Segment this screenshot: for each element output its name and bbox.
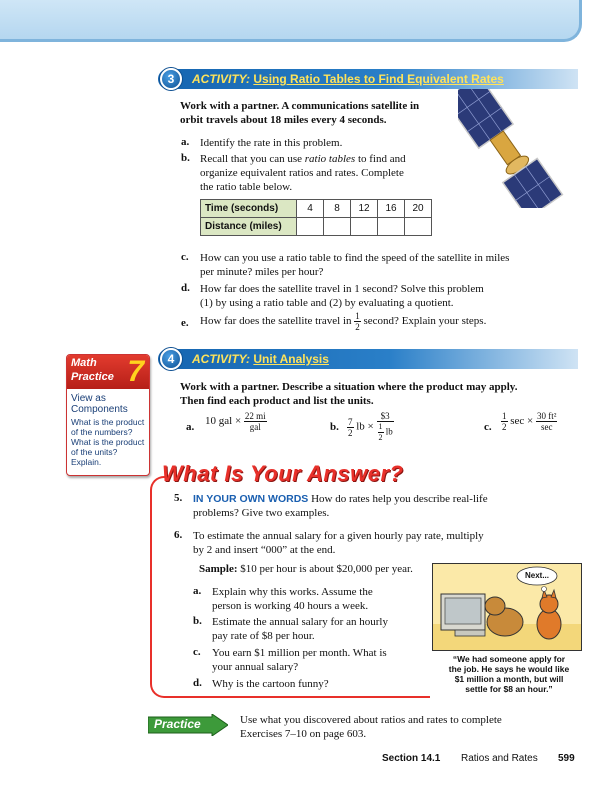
activity-4-intro: Work with a partner. Describe a situation where the product may apply. Then find each product and list the units.: [180, 381, 518, 407]
footer-section: Section 14.1: [382, 753, 441, 764]
wiya-bracket-bottom: [165, 696, 430, 698]
item-letter: d.: [193, 677, 202, 689]
table-header-distance: Distance (miles): [201, 218, 297, 236]
item-letter: b.: [193, 615, 202, 627]
activity-4-item-a: 10 gal × $\frac{22 mi}{\text{gal}}$: [205, 411, 266, 432]
item-letter: a.: [193, 585, 202, 597]
math-practice-heading: View as Components: [71, 393, 128, 415]
table-row: [201, 200, 432, 218]
activity-3-item-e: How far does the satellite travel in $\frac{1}{2}$ second? Explain your steps.: [200, 311, 487, 332]
cartoon-caption: “We had someone apply for the job. He says he would like $1 million a month, but will settle for $8 an hour.”: [448, 654, 570, 694]
item-letter: a.: [181, 136, 190, 148]
activity-3-title: ACTIVITY: Using Ratio Tables to Find Equivalent Rates: [192, 72, 504, 86]
practice-label: Practice: [154, 717, 201, 731]
table-header-time: Time (seconds): [201, 200, 297, 218]
question-5: IN YOUR OWN WORDS How do rates help you describe real-life problems? Give two examples.: [193, 493, 488, 519]
activity-3-item-c: How can you use a ratio table to find the speed of the satellite in miles per minute? miles per hour?: [200, 252, 510, 278]
table-cell-empty: [351, 218, 378, 236]
table-cell: 4: [297, 200, 324, 218]
table-cell: 8: [324, 200, 351, 218]
question-6-item-b: Estimate the annual salary for an hourly pay rate of $8 per hour.: [212, 616, 388, 642]
item-letter: e.: [181, 317, 189, 329]
sample-line: Sample: $10 per hour is about $20,000 per year.: [199, 563, 413, 575]
math-practice-label: Math: [71, 357, 97, 369]
activity-4-item-c: $\frac{1}{2}$ sec × $\frac{\text{30 ft²}}{\sec}$: [502, 411, 557, 432]
question-number: 6.: [174, 529, 183, 541]
thought-bubble-text: Next...: [524, 571, 549, 580]
activity-4-title: ACTIVITY: Unit Analysis: [192, 352, 329, 366]
math-practice-number: 7: [127, 355, 144, 388]
wiya-title: What Is Your Answer?: [162, 461, 404, 486]
activity-4-number: 4: [160, 348, 182, 370]
activity-3-item-a: Identify the rate in this problem.: [200, 137, 343, 149]
activity-3-item-d: How far does the satellite travel in 1 second? Solve this problem (1) by using a ratio table and (2) by evaluating a quotient.: [200, 283, 484, 309]
table-cell: 12: [351, 200, 378, 218]
item-letter: a.: [186, 421, 195, 433]
item-letter: c.: [193, 646, 201, 658]
item-letter: d.: [181, 282, 190, 294]
wiya-bracket: [150, 476, 168, 698]
item-letter: b.: [330, 421, 339, 433]
math-practice-label: Practice: [71, 371, 114, 383]
page-number: 599: [558, 753, 575, 764]
math-practice-body: What is the product of the numbers? What is the product of the units? Explain.: [71, 417, 145, 467]
cartoon-image: [432, 563, 582, 651]
math-practice-box: [66, 354, 150, 476]
item-letter: b.: [181, 152, 190, 164]
question-6-item-a: Explain why this works. Assume the person is working 40 hours a week.: [212, 586, 373, 612]
activity-3-item-b: Recall that you can use ratio tables to find and organize equivalent ratios and rates. Complete the ratio table below.: [200, 153, 406, 193]
activity-3-intro: Work with a partner. A communications satellite in orbit travels about 18 miles every 4 seconds.: [180, 100, 420, 126]
table-cell-empty: [324, 218, 351, 236]
question-6: To estimate the annual salary for a given hourly pay rate, multiply by 2 and insert “000” at the end.: [193, 530, 484, 556]
table-cell-empty: [297, 218, 324, 236]
activity-3-number: 3: [160, 68, 182, 90]
practice-text: Use what you discovered about ratios and rates to complete Exercises 7–10 on page 603.: [240, 714, 502, 740]
table-row: [201, 218, 432, 236]
ratio-table: [200, 199, 432, 236]
table-cell-empty: [405, 218, 432, 236]
item-letter: c.: [484, 421, 492, 433]
cartoon-drawing: [433, 564, 582, 651]
top-banner: [0, 0, 582, 42]
footer-title: Ratios and Rates: [461, 753, 538, 764]
question-6-item-c: You earn $1 million per month. What is your annual salary?: [212, 647, 387, 673]
question-6-item-d: Why is the cartoon funny?: [212, 678, 329, 690]
math-practice-header: [67, 355, 149, 389]
item-letter: c.: [181, 251, 189, 263]
table-cell-empty: [378, 218, 405, 236]
table-cell: 16: [378, 200, 405, 218]
table-cell: 20: [405, 200, 432, 218]
question-number: 5.: [174, 492, 183, 504]
activity-4-item-b: $\frac{7}{2}$ lb × $3 $\frac{1}{2}$ lb: [348, 411, 393, 442]
